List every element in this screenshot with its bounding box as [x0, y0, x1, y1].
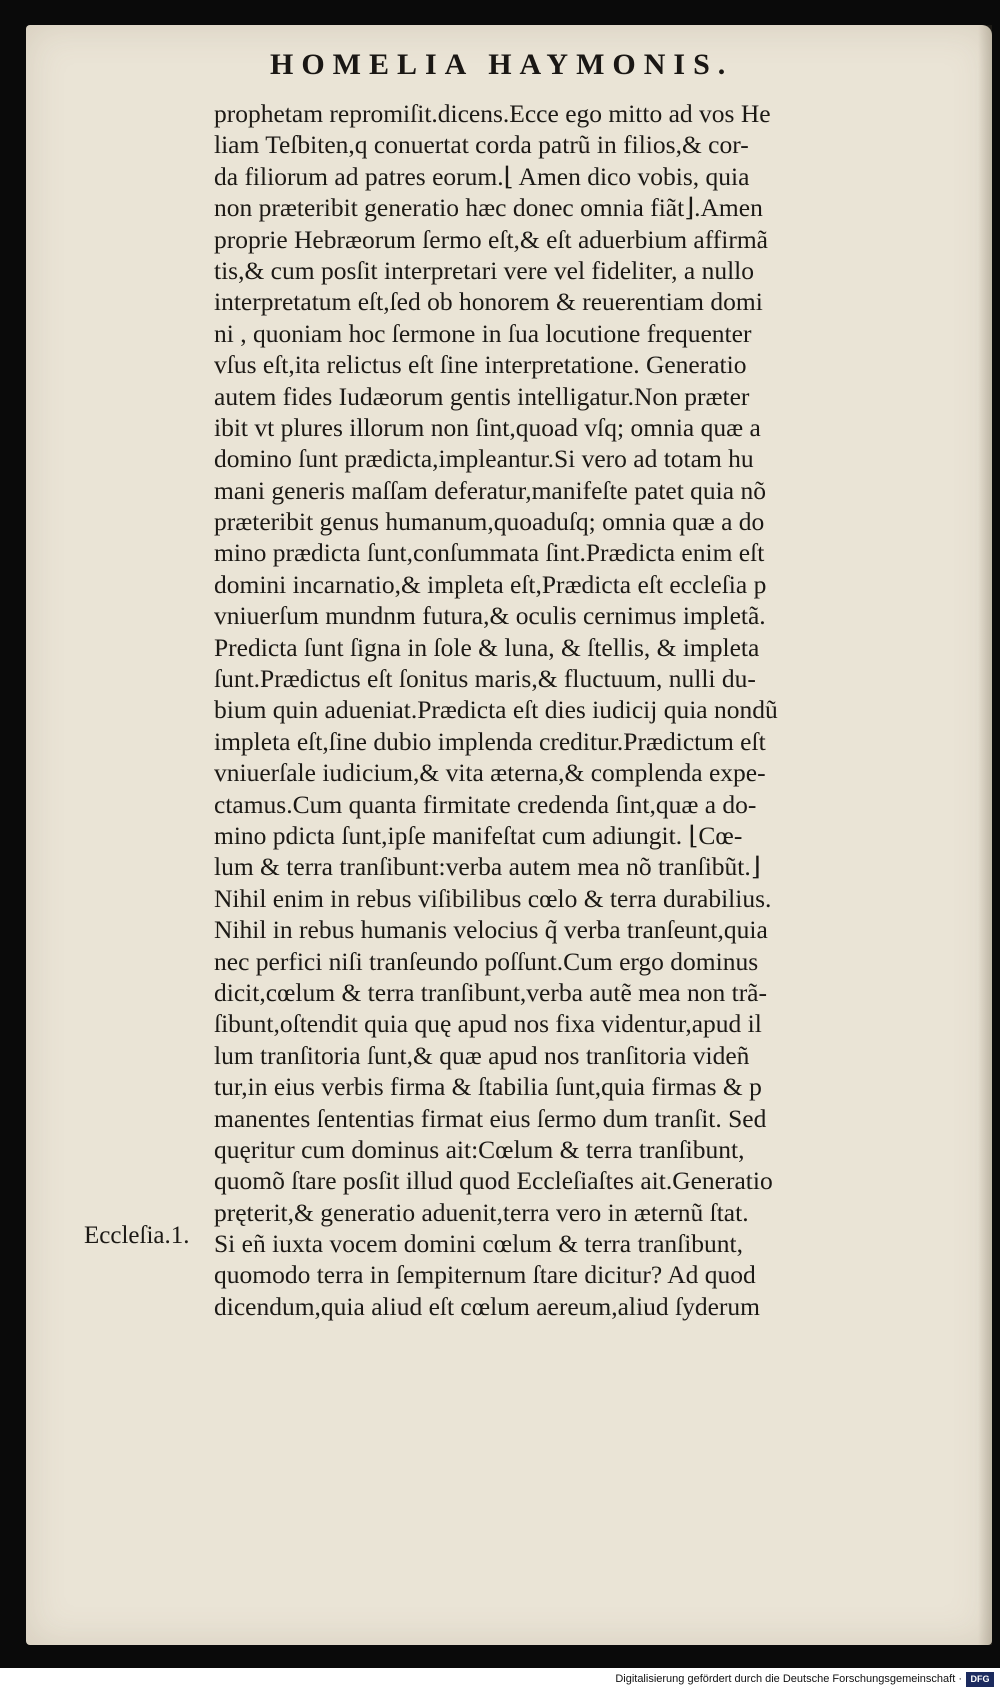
- text-line: mino pdicta ſunt,ipſe manifeſtat cum adiungit. ⌊Cœ-: [214, 820, 743, 850]
- dfg-logo-icon: DFG: [966, 1672, 994, 1687]
- text-line: proprie Hebræorum ſermo eſt,& eſt aduerbium affirmã: [214, 224, 768, 254]
- text-line: interpretatum eſt,ſed ob honorem & reuerentiam domi: [214, 287, 763, 317]
- text-line: impleta eſt,ſine dubio implenda creditur.Prædictum eſt: [214, 726, 766, 756]
- text-line: nec perfici niſi tranſeundo poſſunt.Cum ergo dominus: [214, 946, 759, 976]
- text-line: prophetam repromiſit.dicens.Ecce ego mitto ad vos He: [214, 99, 771, 128]
- text-line: dicendum,quia aliud eſt cœlum aereum,aliud ſyderum: [214, 1291, 760, 1321]
- text-line: Si eñ iuxta vocem domini cœlum & terra tranſibunt,: [214, 1229, 744, 1259]
- text-line: Predicta ſunt ſigna in ſole & luna, & ſtellis, & impleta: [214, 632, 760, 662]
- text-line: vniuerſum mundnm futura,& oculis cernimus impletã.: [214, 601, 766, 631]
- text-line: da filiorum ad patres eorum.⌊ Amen dico vobis, quia: [214, 161, 750, 191]
- text-line: non præteribit generatio hæc donec omnia fiãt⌋.Amen: [214, 193, 763, 223]
- footer-credit: Digitalisierung gefördert durch die Deutsche Forschungsgemeinschaft ·: [615, 1673, 962, 1685]
- text-line: domini incarnatio,& impleta eſt,Prædicta eſt eccleſia p: [214, 569, 767, 599]
- text-line: mani generis maſſam deferatur,manifeſte patet quia nõ: [214, 475, 766, 505]
- text-line: bium quin adueniat.Prædicta eſt dies iudicij quia nondũ: [214, 695, 778, 725]
- text-line: autem fides Iudæorum gentis intelligatur.Non præter: [214, 381, 750, 411]
- text-line: lum & terra tranſibunt:verba autem mea nõ tranſibũt.⌋: [214, 852, 761, 882]
- text-line: ibit vt plures illorum non ſint,quoad vſq; omnia quæ a: [214, 412, 761, 442]
- text-line: liam Teſbiten,q conuertat corda patrũ in filios,& cor-: [214, 130, 749, 160]
- text-line: ſibunt,oſtendit quia quę apud nos fixa videntur,apud il: [214, 1009, 762, 1039]
- text-line: vniuerſale iudicium,& vita æterna,& complenda expe-: [214, 758, 766, 788]
- text-line: quomodo terra in ſempiternum ſtare dicitur? Ad quod: [214, 1260, 756, 1290]
- text-line: ſunt.Prædictus eſt ſonitus maris,& fluctuum, nulli du-: [214, 664, 756, 694]
- text-line: quomõ ſtare posſit illud quod Eccleſiaſtes ait.Generatio: [214, 1166, 773, 1196]
- body-text: [214, 98, 934, 1322]
- text-line: lum tranſitoria ſunt,& quæ apud nos tranſitoria videñ: [214, 1040, 750, 1070]
- text-line: vſus eſt,ita relictus eſt ſine interpretatione. Generatio: [214, 350, 747, 380]
- text-line: Nihil enim in rebus viſibilibus cœlo & terra durabilius.: [214, 883, 772, 913]
- text-line: manentes ſententias firmat eius ſermo dum tranſit. Sed: [214, 1103, 767, 1133]
- text-line: mino prædicta ſunt,conſummata ſint.Prædicta enim eſt: [214, 538, 765, 568]
- text-line: domino ſunt prædicta,impleantur.Si vero ad totam hu: [214, 444, 754, 474]
- footer-bar: [0, 1668, 1000, 1693]
- page-edge-shadow: [978, 25, 992, 1645]
- text-line: tur,in eius verbis firma & ſtabilia ſunt,quia firmas & p: [214, 1072, 762, 1102]
- marginal-note: Eccleſia.1.: [84, 1222, 190, 1249]
- text-line: tis,& cum posſit interpretari vere vel fideliter, a nullo: [214, 255, 754, 285]
- text-line: pręterit,& generatio aduenit,terra vero in æternũ ſtat.: [214, 1197, 749, 1227]
- text-line: præteribit genus humanum,quoaduſq; omnia quæ a do: [214, 507, 765, 537]
- text-line: ni , quoniam hoc ſermone in ſua locutione frequenter: [214, 318, 752, 348]
- running-head: HOMELIA HAYMONIS.: [270, 48, 734, 81]
- text-line: quęritur cum dominus ait:Cœlum & terra tranſibunt,: [214, 1134, 745, 1164]
- text-line: dicit,cœlum & terra tranſibunt,verba autẽ mea non trã-: [214, 977, 767, 1007]
- text-line: ctamus.Cum quanta firmitate credenda ſint,quæ a do-: [214, 789, 757, 819]
- text-line: Nihil in rebus humanis velocius q̃ verba tranſeunt,quia: [214, 915, 768, 945]
